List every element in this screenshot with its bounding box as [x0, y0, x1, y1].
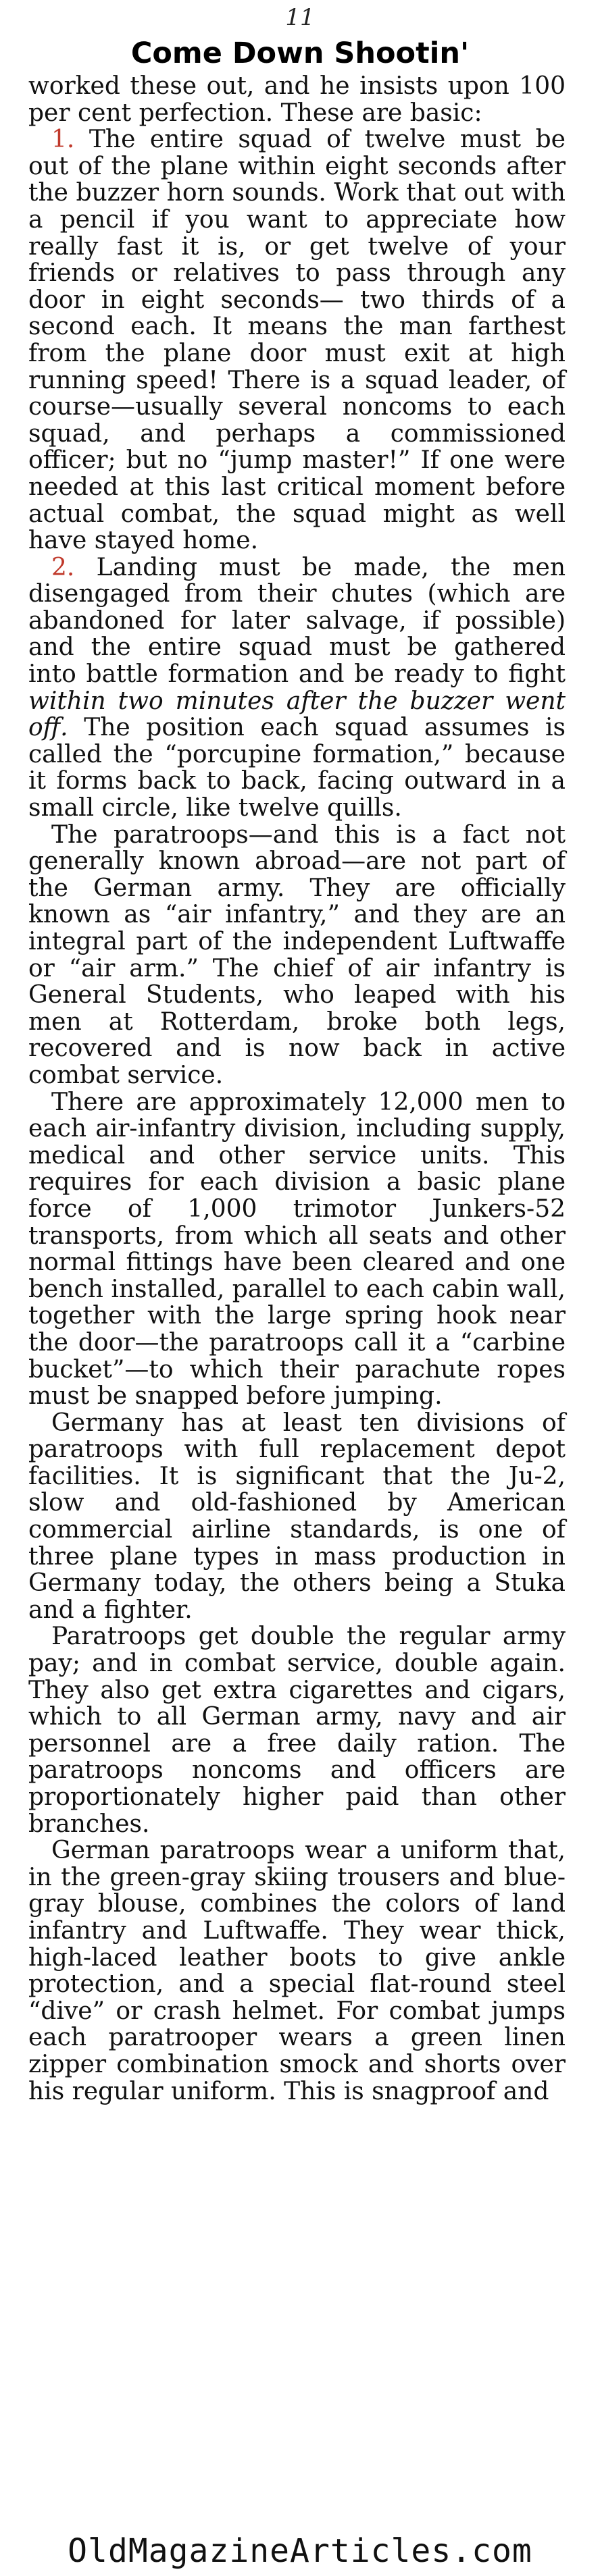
- intro-paragraph: worked these out, and he insists upon 100 per cent perfection. These are basic:: [28, 72, 566, 127]
- article-body: [28, 73, 566, 2105]
- paragraph: German paratroops wear a uniform that, in the green-gray skiing trousers and blue-gray blouse, combines the colors of land infantry and Luftwaffe. They wear thick, high-laced leather boots to give ankle protection, and a special flat-round steel “dive” or crash helmet. For combat jumps each paratrooper wears a green linen zipper combination smock and shorts over his regular uniform. This is snagproof and: [28, 1837, 566, 2105]
- paragraph: Germany has at least ten divisions of paratroops with full replacement depot facilities. It is significant that the Ju-2, slow and old-fashioned by American commercial airline standards, is one of three plane types in mass production in Germany today, the others being a Stuka and a fighter.: [28, 1409, 566, 1624]
- paragraph: The paratroops—and this is a fact not generally known abroad—are not part of the German army. They are officially known as “air infantry,” and they are an integral part of the independent Luftwaffe or “air arm.” The chief of air infantry is General Students, who leaped with his men at Rotterdam, broke both legs, recovered and is now back in active combat service.: [28, 820, 566, 1089]
- watermark: OldMagazineArticles.com: [68, 2532, 532, 2570]
- item-number-1: 1.: [51, 126, 75, 154]
- item-text-2-a: Landing must be made, the men disengaged from their chutes (which are abandoned for later salvage, if possible) and the entire squad must be gathered into battle formation and be ready to fight: [28, 553, 566, 689]
- article-title: Come Down Shootin': [130, 36, 470, 70]
- item-text-2-italic: within two minutes after the buzzer went off.: [28, 687, 566, 742]
- item-number-2: 2.: [51, 553, 75, 581]
- paragraph: There are approximately 12,000 men to each air-infantry division, including supply, medical and other service units. This requires for each division a basic plane force of 1,000 trimotor Junkers-52 transports, from which all seats and other normal fittings have been cleared and one bench installed, parallel to each cabin wall, together with the large spring hook near the door—the paratroops call it a “carbine bucket”—to which their parachute ropes must be snapped before jumping.: [28, 1088, 566, 1411]
- item-text-1: The entire squad of twelve must be out of the plane within eight seconds after the buzzer horn sounds. Work that out with a pencil if you want to appreciate how really fast it is, or get twelve of your friends or relatives to pass through any door in eight seconds— two thirds of a second each. It means the man farthest from the plane door must exit at high running speed! There is a squad leader, of course—usually several noncoms to each squad, and perhaps a commissioned officer; but no “jump master!” If one were needed at this last critical moment before actual combat, the squad might as well have stayed home.: [28, 126, 566, 555]
- paragraph: Paratroops get double the regular army pay; and in combat service, double again. They also get extra cigarettes and cigars, which to all German army, navy and air personnel are a free daily ration. The paratroops noncoms and officers are proportionately higher paid than other branches.: [28, 1623, 566, 1838]
- item-text-2-b: The position each squad assumes is called the “porcupine formation,” because it forms back to back, facing outward in a small circle, like twelve quills.: [28, 714, 566, 822]
- list-item-1: [28, 126, 566, 554]
- list-item-2: [28, 554, 566, 822]
- page-number: 11: [285, 4, 315, 31]
